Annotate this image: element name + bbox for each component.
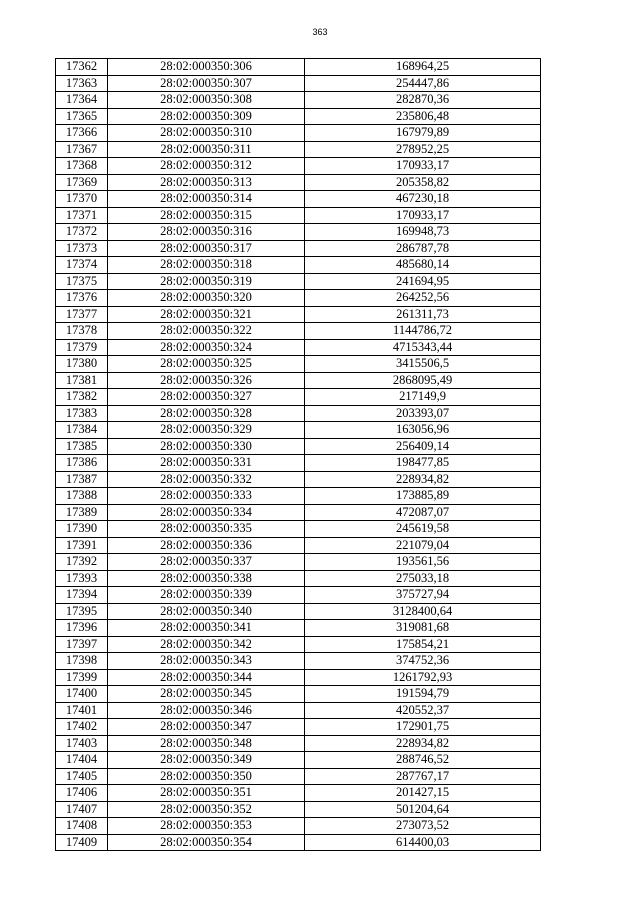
row-number-cell: 17389 — [56, 504, 108, 521]
row-number-cell: 17393 — [56, 570, 108, 587]
value-cell: 3415506,5 — [305, 356, 541, 373]
cadastral-number-cell: 28:02:000350:316 — [108, 224, 305, 241]
table-row — [56, 59, 541, 76]
row-number-cell: 17400 — [56, 686, 108, 703]
value-cell: 217149,9 — [305, 389, 541, 406]
table-row — [56, 125, 541, 142]
table-row — [56, 554, 541, 571]
value-cell: 254447,86 — [305, 75, 541, 92]
table-row — [56, 92, 541, 109]
cadastral-number-cell: 28:02:000350:336 — [108, 537, 305, 554]
value-cell: 173885,89 — [305, 488, 541, 505]
row-number-cell: 17399 — [56, 669, 108, 686]
cadastral-number-cell: 28:02:000350:331 — [108, 455, 305, 472]
row-number-cell: 17375 — [56, 273, 108, 290]
cadastral-number-cell: 28:02:000350:315 — [108, 207, 305, 224]
table-row — [56, 356, 541, 373]
table-row — [56, 389, 541, 406]
table-row — [56, 521, 541, 538]
cadastral-number-cell: 28:02:000350:345 — [108, 686, 305, 703]
row-number-cell: 17403 — [56, 735, 108, 752]
row-number-cell: 17366 — [56, 125, 108, 142]
table-row — [56, 669, 541, 686]
table-row — [56, 801, 541, 818]
table-row — [56, 834, 541, 851]
cadastral-number-cell: 28:02:000350:342 — [108, 636, 305, 653]
row-number-cell: 17383 — [56, 405, 108, 422]
cadastral-number-cell: 28:02:000350:321 — [108, 306, 305, 323]
table-row — [56, 455, 541, 472]
row-number-cell: 17367 — [56, 141, 108, 158]
cadastral-number-cell: 28:02:000350:322 — [108, 323, 305, 340]
page-number: 363 — [312, 27, 328, 37]
cadastral-number-cell: 28:02:000350:352 — [108, 801, 305, 818]
value-cell: 169948,73 — [305, 224, 541, 241]
row-number-cell: 17386 — [56, 455, 108, 472]
table-row — [56, 191, 541, 208]
row-number-cell: 17368 — [56, 158, 108, 175]
value-cell: 228934,82 — [305, 471, 541, 488]
table-row — [56, 257, 541, 274]
cadastral-number-cell: 28:02:000350:337 — [108, 554, 305, 571]
table-row — [56, 273, 541, 290]
cadastral-number-cell: 28:02:000350:349 — [108, 752, 305, 769]
value-cell: 168964,25 — [305, 59, 541, 76]
value-cell: 467230,18 — [305, 191, 541, 208]
value-cell: 203393,07 — [305, 405, 541, 422]
table-row — [56, 207, 541, 224]
row-number-cell: 17372 — [56, 224, 108, 241]
cadastral-number-cell: 28:02:000350:339 — [108, 587, 305, 604]
cadastral-number-cell: 28:02:000350:307 — [108, 75, 305, 92]
value-cell: 278952,25 — [305, 141, 541, 158]
cadastral-number-cell: 28:02:000350:319 — [108, 273, 305, 290]
cadastral-number-cell: 28:02:000350:314 — [108, 191, 305, 208]
value-cell: 172901,75 — [305, 719, 541, 736]
value-cell: 198477,85 — [305, 455, 541, 472]
value-cell: 205358,82 — [305, 174, 541, 191]
cadastral-number-cell: 28:02:000350:325 — [108, 356, 305, 373]
value-cell: 170933,17 — [305, 158, 541, 175]
table-row — [56, 587, 541, 604]
row-number-cell: 17379 — [56, 339, 108, 356]
value-cell: 3128400,64 — [305, 603, 541, 620]
row-number-cell: 17363 — [56, 75, 108, 92]
cadastral-number-cell: 28:02:000350:328 — [108, 405, 305, 422]
row-number-cell: 17406 — [56, 785, 108, 802]
row-number-cell: 17396 — [56, 620, 108, 637]
row-number-cell: 17408 — [56, 818, 108, 835]
table-row — [56, 372, 541, 389]
cadastral-number-cell: 28:02:000350:350 — [108, 768, 305, 785]
cadastral-number-cell: 28:02:000350:330 — [108, 438, 305, 455]
row-number-cell: 17398 — [56, 653, 108, 670]
value-cell: 420552,37 — [305, 702, 541, 719]
table-row — [56, 75, 541, 92]
table-row — [56, 158, 541, 175]
cadastral-number-cell: 28:02:000350:306 — [108, 59, 305, 76]
row-number-cell: 17407 — [56, 801, 108, 818]
cadastral-number-cell: 28:02:000350:335 — [108, 521, 305, 538]
value-cell: 319081,68 — [305, 620, 541, 637]
row-number-cell: 17405 — [56, 768, 108, 785]
value-cell: 1144786,72 — [305, 323, 541, 340]
value-cell: 167979,89 — [305, 125, 541, 142]
table-row — [56, 108, 541, 125]
cadastral-number-cell: 28:02:000350:317 — [108, 240, 305, 257]
value-cell: 163056,96 — [305, 422, 541, 439]
cadastral-number-cell: 28:02:000350:341 — [108, 620, 305, 637]
value-cell: 275033,18 — [305, 570, 541, 587]
value-cell: 375727,94 — [305, 587, 541, 604]
table-row — [56, 620, 541, 637]
row-number-cell: 17364 — [56, 92, 108, 109]
table-row — [56, 504, 541, 521]
table-row — [56, 686, 541, 703]
row-number-cell: 17362 — [56, 59, 108, 76]
row-number-cell: 17404 — [56, 752, 108, 769]
value-cell: 235806,48 — [305, 108, 541, 125]
row-number-cell: 17378 — [56, 323, 108, 340]
table-row — [56, 405, 541, 422]
table-row — [56, 735, 541, 752]
row-number-cell: 17390 — [56, 521, 108, 538]
row-number-cell: 17365 — [56, 108, 108, 125]
value-cell: 273073,52 — [305, 818, 541, 835]
row-number-cell: 17370 — [56, 191, 108, 208]
value-cell: 282870,36 — [305, 92, 541, 109]
cadastral-number-cell: 28:02:000350:318 — [108, 257, 305, 274]
table-row — [56, 653, 541, 670]
value-cell: 170933,17 — [305, 207, 541, 224]
table-row — [56, 422, 541, 439]
row-number-cell: 17392 — [56, 554, 108, 571]
value-cell: 1261792,93 — [305, 669, 541, 686]
table-row — [56, 488, 541, 505]
cadastral-number-cell: 28:02:000350:327 — [108, 389, 305, 406]
value-cell: 4715343,44 — [305, 339, 541, 356]
cadastral-number-cell: 28:02:000350:348 — [108, 735, 305, 752]
cadastral-number-cell: 28:02:000350:312 — [108, 158, 305, 175]
cadastral-number-cell: 28:02:000350:309 — [108, 108, 305, 125]
value-cell: 485680,14 — [305, 257, 541, 274]
table-row — [56, 702, 541, 719]
value-cell: 264252,56 — [305, 290, 541, 307]
table-row — [56, 719, 541, 736]
cadastral-number-cell: 28:02:000350:354 — [108, 834, 305, 851]
cadastral-number-cell: 28:02:000350:351 — [108, 785, 305, 802]
table-row — [56, 570, 541, 587]
value-cell: 191594,79 — [305, 686, 541, 703]
table-row — [56, 636, 541, 653]
row-number-cell: 17402 — [56, 719, 108, 736]
cadastral-number-cell: 28:02:000350:347 — [108, 719, 305, 736]
table-row — [56, 290, 541, 307]
table-row — [56, 785, 541, 802]
table-body — [56, 59, 541, 851]
cadastral-number-cell: 28:02:000350:334 — [108, 504, 305, 521]
row-number-cell: 17380 — [56, 356, 108, 373]
row-number-cell: 17369 — [56, 174, 108, 191]
table-row — [56, 752, 541, 769]
table-row — [56, 240, 541, 257]
table-row — [56, 471, 541, 488]
cadastral-number-cell: 28:02:000350:333 — [108, 488, 305, 505]
cadastral-number-cell: 28:02:000350:344 — [108, 669, 305, 686]
table-row — [56, 537, 541, 554]
row-number-cell: 17377 — [56, 306, 108, 323]
cadastral-number-cell: 28:02:000350:324 — [108, 339, 305, 356]
row-number-cell: 17384 — [56, 422, 108, 439]
value-cell: 286787,78 — [305, 240, 541, 257]
value-cell: 245619,58 — [305, 521, 541, 538]
table-row — [56, 306, 541, 323]
value-cell: 614400,03 — [305, 834, 541, 851]
cadastral-number-cell: 28:02:000350:343 — [108, 653, 305, 670]
value-cell: 2868095,49 — [305, 372, 541, 389]
row-number-cell: 17382 — [56, 389, 108, 406]
row-number-cell: 17388 — [56, 488, 108, 505]
row-number-cell: 17371 — [56, 207, 108, 224]
row-number-cell: 17394 — [56, 587, 108, 604]
row-number-cell: 17381 — [56, 372, 108, 389]
value-cell: 256409,14 — [305, 438, 541, 455]
cadastral-number-cell: 28:02:000350:326 — [108, 372, 305, 389]
cadastral-number-cell: 28:02:000350:308 — [108, 92, 305, 109]
cadastral-number-cell: 28:02:000350:353 — [108, 818, 305, 835]
row-number-cell: 17385 — [56, 438, 108, 455]
value-cell: 201427,15 — [305, 785, 541, 802]
cadastral-number-cell: 28:02:000350:329 — [108, 422, 305, 439]
value-cell: 221079,04 — [305, 537, 541, 554]
table-row — [56, 141, 541, 158]
value-cell: 472087,07 — [305, 504, 541, 521]
row-number-cell: 17373 — [56, 240, 108, 257]
row-number-cell: 17395 — [56, 603, 108, 620]
cadastral-number-cell: 28:02:000350:332 — [108, 471, 305, 488]
cadastral-number-cell: 28:02:000350:310 — [108, 125, 305, 142]
cadastral-number-cell: 28:02:000350:320 — [108, 290, 305, 307]
table-row — [56, 224, 541, 241]
table-row — [56, 174, 541, 191]
row-number-cell: 17376 — [56, 290, 108, 307]
row-number-cell: 17387 — [56, 471, 108, 488]
row-number-cell: 17401 — [56, 702, 108, 719]
row-number-cell: 17409 — [56, 834, 108, 851]
value-cell: 288746,52 — [305, 752, 541, 769]
table-row — [56, 323, 541, 340]
value-cell: 261311,73 — [305, 306, 541, 323]
table-row — [56, 818, 541, 835]
table-row — [56, 339, 541, 356]
value-cell: 287767,17 — [305, 768, 541, 785]
cadastral-number-cell: 28:02:000350:340 — [108, 603, 305, 620]
cadastral-number-cell: 28:02:000350:346 — [108, 702, 305, 719]
table-row — [56, 438, 541, 455]
value-cell: 501204,64 — [305, 801, 541, 818]
table-row — [56, 768, 541, 785]
cadastral-number-cell: 28:02:000350:311 — [108, 141, 305, 158]
row-number-cell: 17374 — [56, 257, 108, 274]
row-number-cell: 17391 — [56, 537, 108, 554]
cadastral-value-table — [55, 58, 541, 851]
value-cell: 228934,82 — [305, 735, 541, 752]
value-cell: 175854,21 — [305, 636, 541, 653]
table-row — [56, 603, 541, 620]
value-cell: 193561,56 — [305, 554, 541, 571]
row-number-cell: 17397 — [56, 636, 108, 653]
value-cell: 374752,36 — [305, 653, 541, 670]
cadastral-number-cell: 28:02:000350:313 — [108, 174, 305, 191]
value-cell: 241694,95 — [305, 273, 541, 290]
cadastral-number-cell: 28:02:000350:338 — [108, 570, 305, 587]
